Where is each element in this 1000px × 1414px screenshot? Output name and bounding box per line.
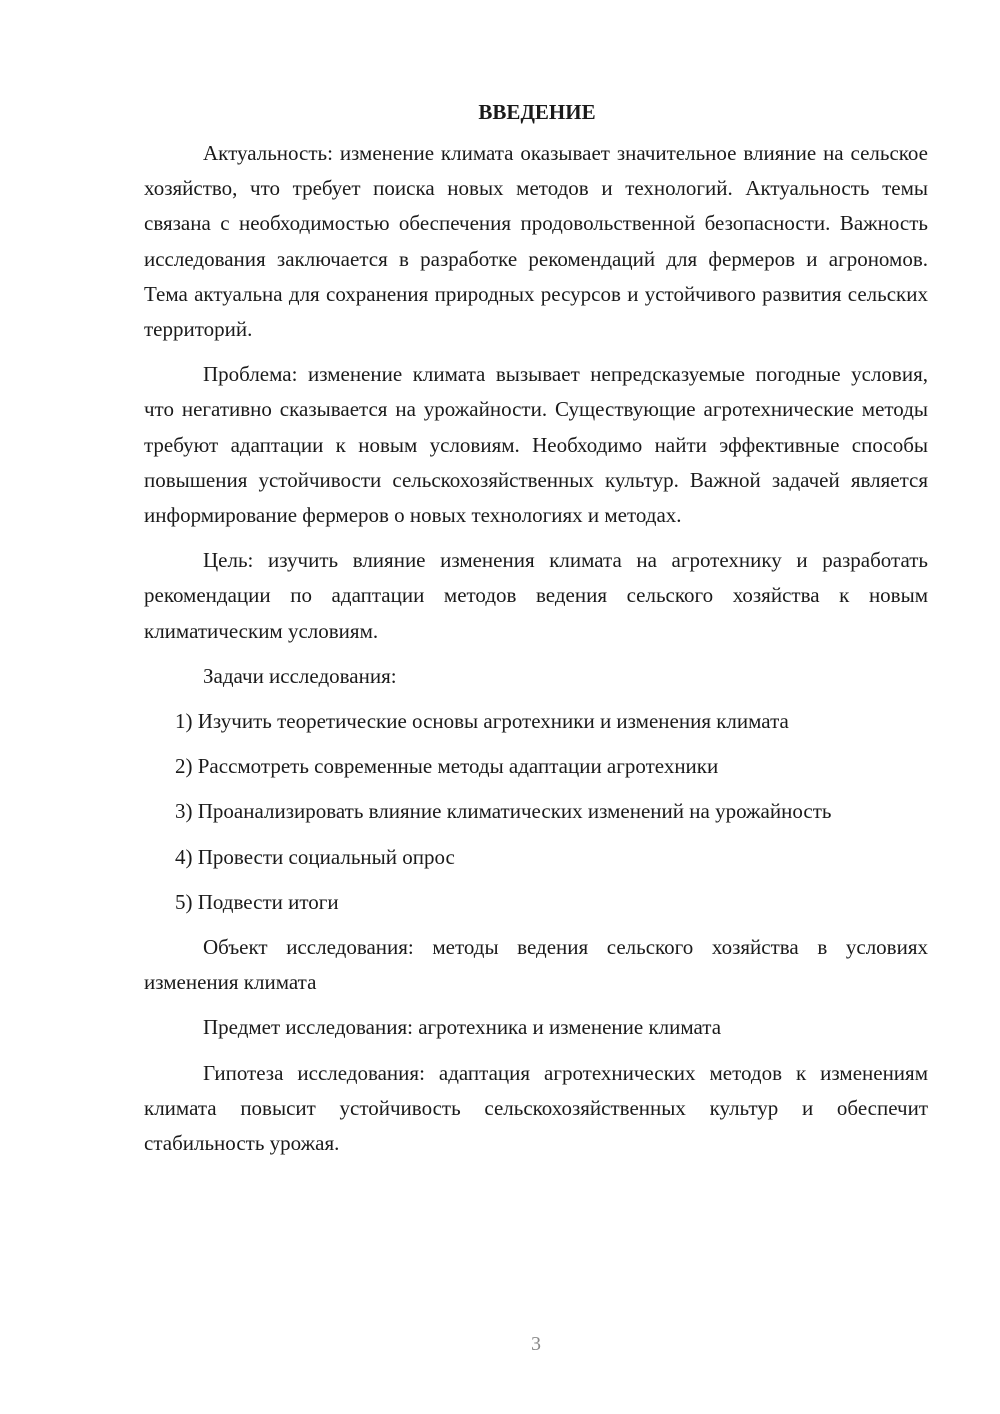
page-title: ВВЕДЕНИЕ [478, 100, 596, 124]
page-content [144, 95, 928, 1171]
task-item-4: 4) Провести социальный опрос [175, 844, 455, 869]
page-number: 3 [531, 1333, 541, 1355]
task-item-1: 1) Изучить теоретические основы агротехники и изменения климата [175, 709, 789, 734]
task-item-2: 2) Рассмотреть современные методы адаптации агротехники [175, 754, 719, 779]
task-item-3: 3) Проанализировать влияние климатических изменений на урожайность [175, 799, 832, 824]
paragraph-subject: Предмет исследования: агротехника и изменение климата [203, 1015, 722, 1040]
paragraph-goal: Цель: изучить влияние изменения климата на агротехнику и разработать рекомендации по адаптации методов ведения сельского хозяйства к новым климатическим условиям. [144, 548, 928, 643]
tasks-heading: Задачи исследования: [203, 663, 397, 688]
task-item-5: 5) Подвести итоги [175, 889, 339, 914]
paragraph-relevance: Актуальность: изменение климата оказывает значительное влияние на сельское хозяйство, что требует поиска новых методов и технологий. Актуальность темы связана с необходимостью обеспечения продовольственной безопасности. Важность исследования заключается в разработке рекомендаций для фермеров и агрономов. Тема актуальна для сохранения природных ресурсов и устойчивого развития сельских территорий. [144, 141, 928, 342]
paragraph-object: Объект исследования: методы ведения сельского хозяйства в условиях изменения климата [144, 935, 928, 995]
paragraph-problem: Проблема: изменение климата вызывает непредсказуемые погодные условия, что негативно сказывается на урожайности. Существующие агротехнические методы требуют адаптации к новым условиям. Необходимо найти эффективные способы повышения устойчивости сельскохозяйственных культур. Важной задачей является информирование фермеров о новых технологиях и методах. [144, 362, 928, 528]
paragraph-hypothesis: Гипотеза исследования: адаптация агротехнических методов к изменениям климата повысит устойчивость сельскохозяйственных культур и обеспечит стабильность урожая. [144, 1060, 928, 1156]
